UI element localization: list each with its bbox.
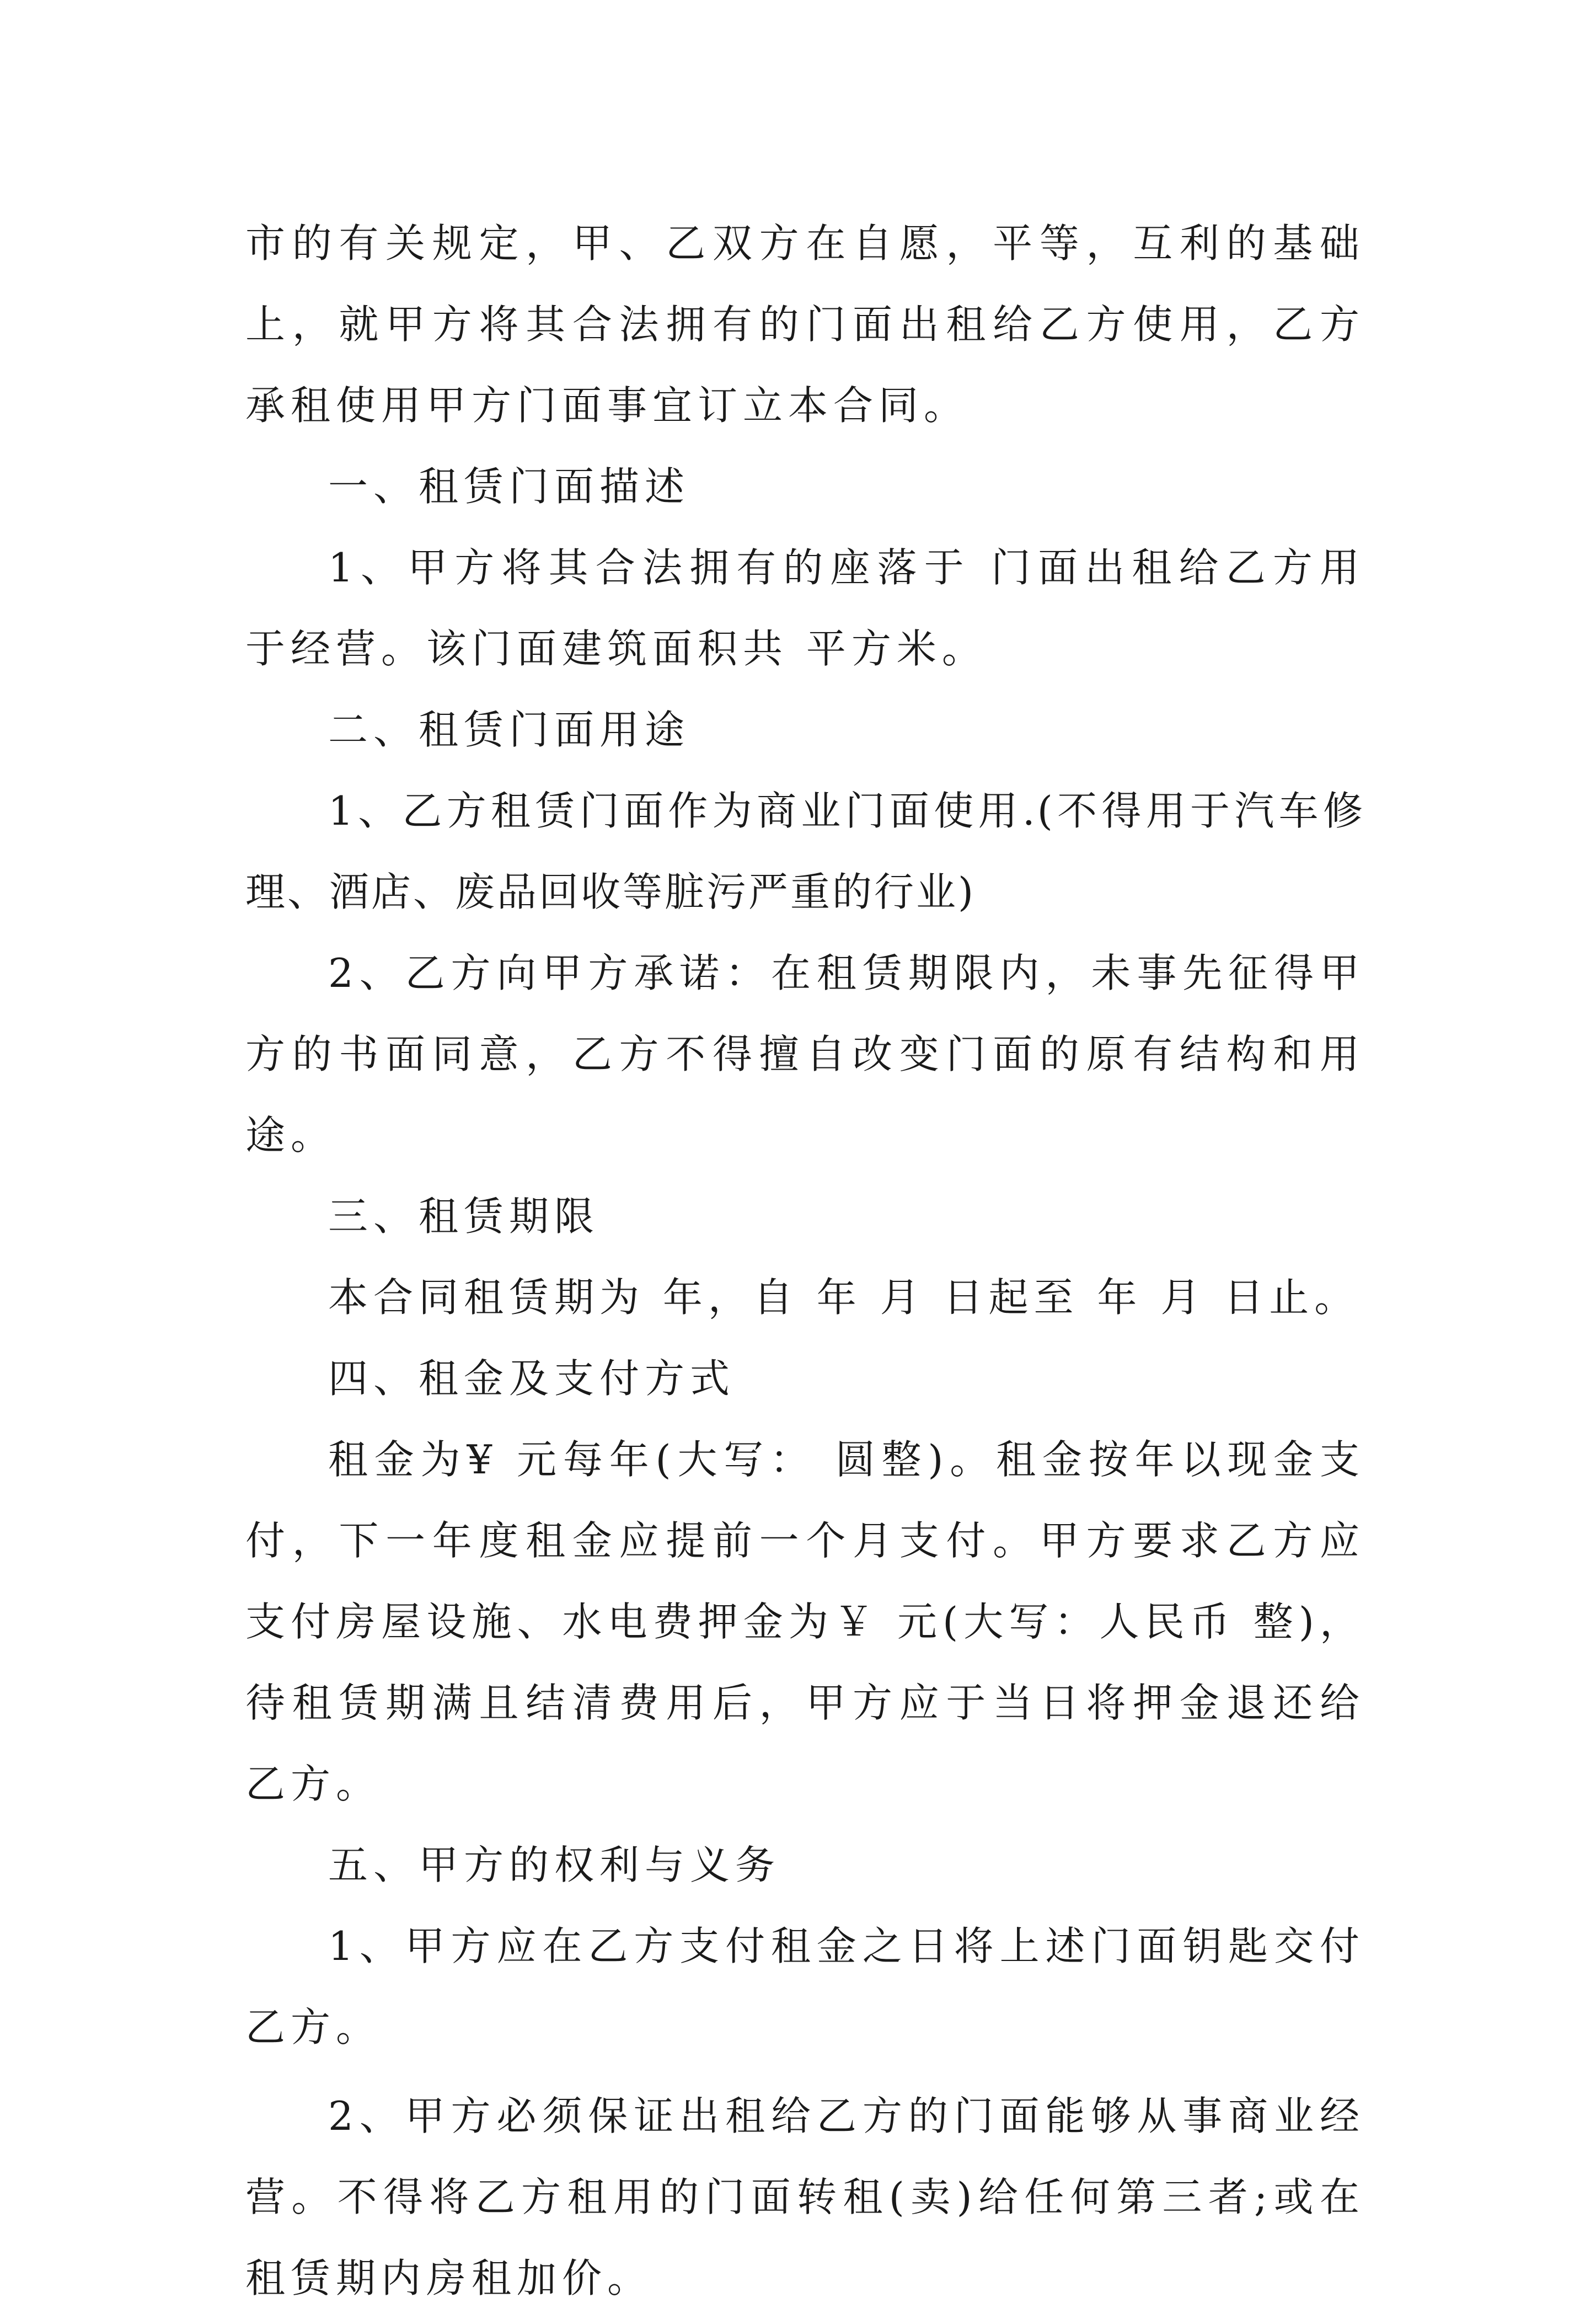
- section-heading-5: 五、甲方的权利与义务: [328, 1842, 781, 1888]
- section-heading-3: 三、租赁期限: [328, 1193, 600, 1239]
- clause-5-2: 2、甲方必须保证出租给乙方的门面能够从事商业经营。不得将乙方租用的门面转租(卖)给任何第三者;或在租赁期内房租加价。: [245, 2093, 1365, 2301]
- clause-2-1: 1、乙方租赁门面作为商业门面使用.(不得用于汽车修理、酒店、废品回收等脏污严重的行业): [245, 788, 1365, 915]
- clause-2-2: 2、乙方向甲方承诺：在租赁期限内，未事先征得甲方的书面同意，乙方不得擅自改变门面的原有结构和用途。: [245, 950, 1365, 1158]
- clause-3-term: 本合同租赁期为 年，自 年 月 日起至 年 月 日止。: [328, 1274, 1360, 1321]
- clause-5-1: 1、甲方应在乙方支付租金之日将上述门面钥匙交付乙方。: [245, 1923, 1365, 2050]
- clause-1-1: 1、甲方将其合法拥有的座落于 门面出租给乙方用于经营。该门面建筑面积共 平方米。: [245, 544, 1365, 672]
- paragraph-preamble: 市的有关规定，甲、乙双方在自愿，平等，互利的基础上，就甲方将其合法拥有的门面出租给乙方使用，乙方承租使用甲方门面事宜订立本合同。: [245, 220, 1365, 429]
- section-heading-1: 一、租赁门面描述: [328, 463, 690, 510]
- section-heading-4: 四、租金及支付方式: [328, 1355, 736, 1402]
- section-heading-2: 二、租赁门面用途: [328, 707, 690, 753]
- document-body: [245, 203, 1365, 2319]
- clause-4-rent: 租金为¥ 元每年(大写： 圆整)。租金按年以现金支付，下一年度租金应提前一个月支付。甲方要求乙方应支付房屋设施、水电费押金为￥ 元(大写：人民币 整)，待租赁期满且结清费用后，甲方应于当日将押金退还给乙方。: [245, 1436, 1365, 1807]
